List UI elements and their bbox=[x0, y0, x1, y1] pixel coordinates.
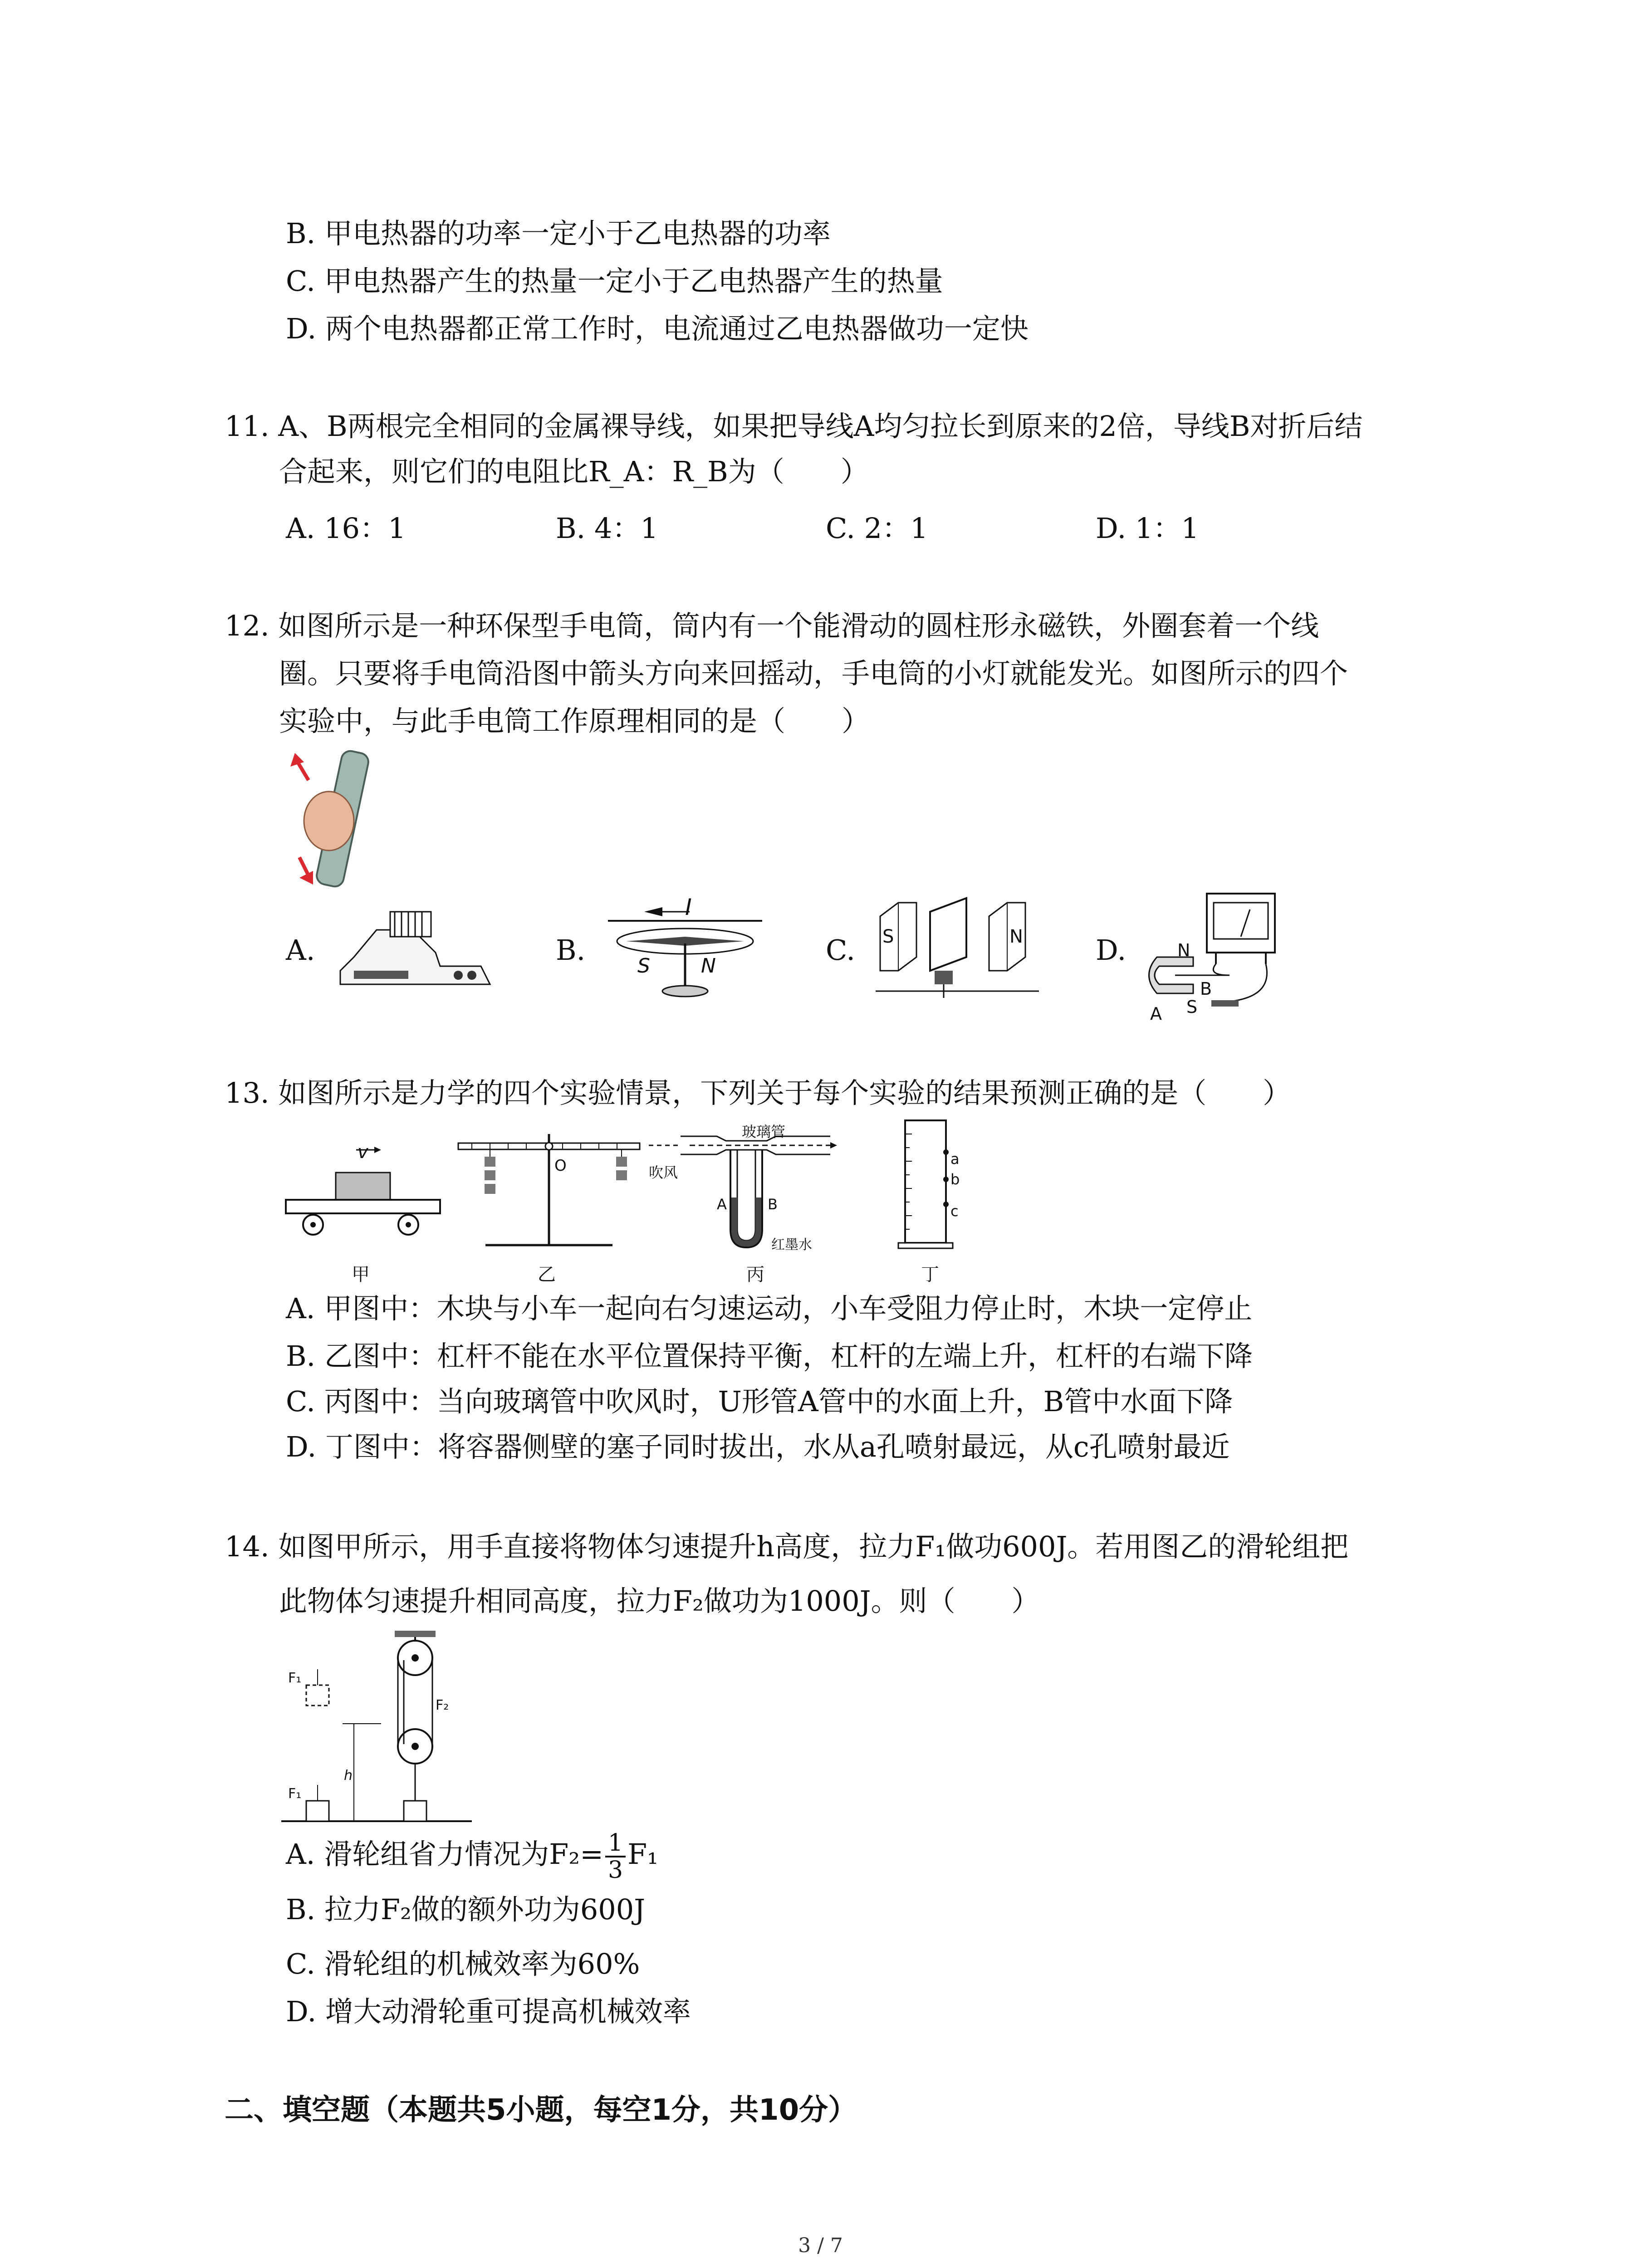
q10-option-b: B. 甲电热器的功率一定小于乙电热器的功率 bbox=[286, 217, 831, 250]
q13-option-b: B. 乙图中：杠杆不能在水平位置保持平衡，杠杆的左端上升，杠杆的右端下降 bbox=[286, 1339, 1253, 1373]
velocity-label: v bbox=[358, 1142, 368, 1163]
glass-tube-label: 玻璃管 bbox=[742, 1123, 786, 1140]
fraction-denominator: 3 bbox=[608, 1857, 623, 1884]
f1-bottom-label: F₁ bbox=[288, 1786, 302, 1802]
figd-b-label: B bbox=[1200, 979, 1212, 999]
figb-current-label: I bbox=[685, 894, 692, 920]
q11-stem-line1: 11. A、B两根完全相同的金属裸导线，如果把导线A均匀拉长到原来的2倍，导线B对折后结 bbox=[225, 410, 1363, 443]
q14-option-a-f1: F₁ bbox=[627, 1838, 658, 1871]
q13-option-c: C. 丙图中：当向玻璃管中吹风时，U形管A管中的水面上升，B管中水面下降 bbox=[286, 1385, 1233, 1418]
q10-option-d: D. 两个电热器都正常工作时，电流通过乙电热器做功一定快 bbox=[286, 312, 1029, 345]
lever-figure bbox=[454, 1129, 644, 1256]
figc-n-label: N bbox=[1009, 926, 1023, 947]
electromagnet-figure bbox=[336, 903, 495, 993]
f1-top-label: F₁ bbox=[288, 1670, 302, 1686]
fulcrum-label: O bbox=[554, 1157, 567, 1175]
hole-a-label: a bbox=[950, 1150, 960, 1168]
container-figure bbox=[894, 1116, 966, 1252]
tube-a-label: A bbox=[717, 1196, 727, 1213]
q13-option-a: A. 甲图中：木块与小车一起向右匀速运动，小车受阻力停止时，木块一定停止 bbox=[286, 1292, 1253, 1325]
generator-figure bbox=[1139, 889, 1284, 1024]
figb-s-label: S bbox=[637, 954, 650, 978]
q14-option-d: D. 增大动滑轮重可提高机械效率 bbox=[286, 1995, 691, 2028]
q10-option-c: C. 甲电热器产生的热量一定小于乙电热器产生的热量 bbox=[286, 264, 943, 298]
q14-option-b: B. 拉力F₂做的额外功为600J bbox=[286, 1893, 646, 1926]
figb-n-label: N bbox=[701, 954, 716, 978]
cart-figure bbox=[281, 1134, 445, 1247]
q12-option-d: D. bbox=[1096, 934, 1127, 967]
fraction bbox=[605, 1830, 626, 1883]
q12-option-a: A. bbox=[286, 934, 315, 967]
pulley-figure bbox=[281, 1628, 472, 1828]
fig-yi-label: 乙 bbox=[538, 1264, 556, 1285]
fraction-numerator: 1 bbox=[605, 1830, 626, 1857]
figd-a-label: A bbox=[1150, 1004, 1162, 1024]
q14-stem-line2: 此物体匀速提升相同高度，拉力F₂做功为1000J。则（ ） bbox=[279, 1584, 1040, 1618]
oersted-figure bbox=[599, 894, 771, 1002]
q11-stem-line2: 合起来，则它们的电阻比R_A：R_B为（ ） bbox=[279, 455, 869, 488]
height-label: h bbox=[344, 1768, 353, 1784]
fig-jia-label: 甲 bbox=[352, 1264, 370, 1285]
fig-ding-label: 丁 bbox=[921, 1264, 939, 1285]
q11-option-c: C. 2：1 bbox=[826, 512, 928, 545]
f2-label: F₂ bbox=[436, 1697, 449, 1713]
motor-figure bbox=[876, 894, 1039, 1002]
figd-s-label: S bbox=[1186, 997, 1198, 1017]
q11-option-b: B. 4：1 bbox=[556, 512, 658, 545]
q14-option-a bbox=[286, 1830, 658, 1883]
q14-stem-line1: 14. 如图甲所示，用手直接将物体匀速提升h高度，拉力F₁做功600J。若用图乙的滑轮组把 bbox=[225, 1530, 1349, 1563]
page-number: 3 / 7 bbox=[798, 2234, 843, 2257]
q12-stem-line2: 圈。只要将手电筒沿图中箭头方向来回摇动，手电筒的小灯就能发光。如图所示的四个 bbox=[279, 657, 1348, 690]
tube-b-label: B bbox=[768, 1196, 778, 1213]
q12-stem-line1: 12. 如图所示是一种环保型手电筒，筒内有一个能滑动的圆柱形永磁铁，外圈套着一个线 bbox=[225, 609, 1319, 642]
section-heading: 二、填空题（本题共5小题，每空1分，共10分） bbox=[225, 2093, 857, 2127]
figd-n-label: N bbox=[1177, 940, 1190, 960]
fig-bing-label: 丙 bbox=[746, 1264, 764, 1285]
flashlight-figure bbox=[286, 748, 390, 889]
utube-figure bbox=[649, 1116, 839, 1256]
hole-c-label: c bbox=[950, 1202, 959, 1220]
figc-s-label: S bbox=[882, 926, 894, 947]
blow-label: 吹风 bbox=[649, 1164, 678, 1181]
q11-option-d: D. 1：1 bbox=[1096, 512, 1199, 545]
ink-label: 红墨水 bbox=[771, 1237, 812, 1253]
q13-stem: 13. 如图所示是力学的四个实验情景，下列关于每个实验的结果预测正确的是（ ） bbox=[225, 1076, 1291, 1110]
q13-option-d: D. 丁图中：将容器侧壁的塞子同时拔出，水从a孔喷射最远，从c孔喷射最近 bbox=[286, 1430, 1230, 1463]
q11-option-a: A. 16：1 bbox=[286, 512, 406, 545]
q14-option-a-text: A. 滑轮组省力情况为F₂= bbox=[286, 1838, 604, 1871]
hole-b-label: b bbox=[950, 1171, 960, 1188]
q12-option-b: B. bbox=[556, 934, 586, 967]
q12-option-c: C. bbox=[826, 934, 855, 967]
q14-option-c: C. 滑轮组的机械效率为60% bbox=[286, 1947, 640, 1980]
q12-stem-line3: 实验中，与此手电筒工作原理相同的是（ ） bbox=[279, 704, 870, 738]
